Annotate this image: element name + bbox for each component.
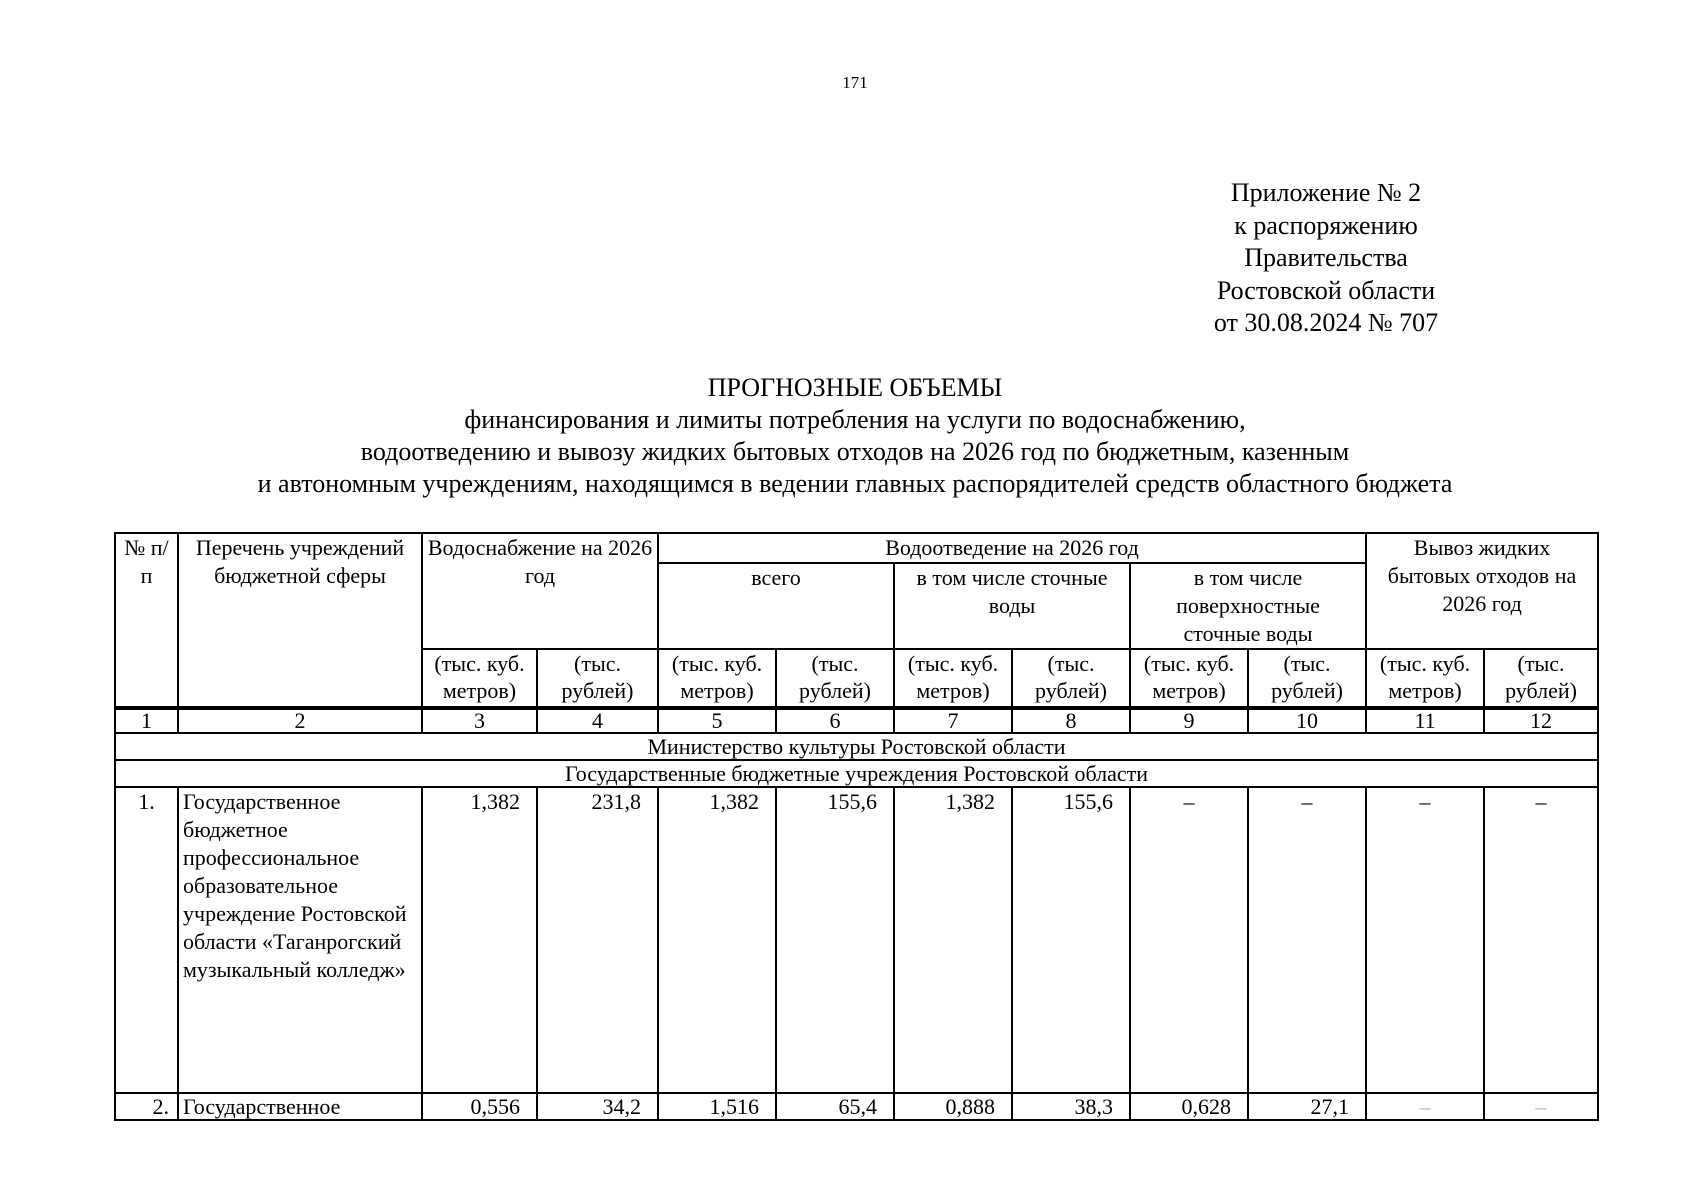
column-number: 7 <box>894 708 1012 733</box>
column-number: 9 <box>1130 708 1248 733</box>
row-value: 155,6 <box>1012 787 1130 1093</box>
row-name: Государственное бюджетное профессиональное образовательное учреждение Ростовской области «Таганрогский музыкальный колледж» <box>178 787 422 1093</box>
column-number: 6 <box>776 708 894 733</box>
title-line: водоотведению и вывозу жидких бытовых отходов на 2026 год по бюджетным, казенным <box>360 437 1350 466</box>
appendix-line: к распоряжению <box>1234 210 1418 240</box>
unit-volume: (тыс. куб. метров) <box>1366 649 1484 708</box>
institution-group-row: Государственные бюджетные учреждения Ростовской области <box>115 760 1598 787</box>
row-value: – <box>1484 1093 1598 1120</box>
appendix-line: Ростовской области <box>1216 275 1436 305</box>
row-value: 1,382 <box>422 787 537 1093</box>
header-drainage-surface: в том числе поверхностные сточные воды <box>1130 563 1366 649</box>
header-waste: Вывоз жидких бытовых отходов на 2026 год <box>1366 533 1598 649</box>
unit-money: (тыс. рублей) <box>1248 649 1366 708</box>
row-value: 27,1 <box>1248 1093 1366 1120</box>
unit-volume: (тыс. куб. метров) <box>894 649 1012 708</box>
row-value: 0,628 <box>1130 1093 1248 1120</box>
row-value: 34,2 <box>537 1093 658 1120</box>
row-value: 155,6 <box>776 787 894 1093</box>
table-row <box>115 1093 1598 1120</box>
header-drainage-sewage: в том числе сточные воды <box>894 563 1130 649</box>
header-num: № п/п <box>115 533 178 708</box>
header-drainage: Водоотведение на 2026 год <box>658 533 1366 563</box>
row-value: 231,8 <box>537 787 658 1093</box>
unit-volume: (тыс. куб. метров) <box>1130 649 1248 708</box>
column-number: 10 <box>1248 708 1366 733</box>
column-number: 3 <box>422 708 537 733</box>
row-name: Государственное <box>178 1093 422 1120</box>
appendix-line: Приложение № 2 <box>1230 178 1422 207</box>
unit-volume: (тыс. куб. метров) <box>658 649 776 708</box>
row-value: 1,516 <box>658 1093 776 1120</box>
row-value: – <box>1248 787 1366 1093</box>
forecast-table <box>114 532 1599 1121</box>
page-number: 171 <box>842 73 868 92</box>
row-value: – <box>1366 1093 1484 1120</box>
row-value: – <box>1130 787 1248 1093</box>
row-num: 1. <box>115 787 178 1093</box>
appendix-line: Правительства <box>1244 243 1408 272</box>
appendix-block <box>1126 177 1526 340</box>
title-heading: ПРОГНОЗНЫЕ ОБЪЕМЫ <box>707 373 1003 402</box>
row-value: 0,556 <box>422 1093 537 1120</box>
row-value: – <box>1366 787 1484 1093</box>
row-value: 1,382 <box>894 787 1012 1093</box>
document-title <box>0 372 1698 500</box>
header-drainage-total: всего <box>658 563 894 649</box>
unit-money: (тыс. рублей) <box>537 649 658 708</box>
row-value: 65,4 <box>776 1093 894 1120</box>
row-value: 38,3 <box>1012 1093 1130 1120</box>
header-name: Перечень учреждений бюджетной сферы <box>178 533 422 708</box>
title-line: финансирования и лимиты потребления на услуги по водоснабжению, <box>464 405 1246 434</box>
column-number: 5 <box>658 708 776 733</box>
table-row <box>115 787 1598 1093</box>
column-number: 12 <box>1484 708 1598 733</box>
row-value: – <box>1484 787 1598 1093</box>
appendix-line: от 30.08.2024 № 707 <box>1213 308 1439 337</box>
column-number: 8 <box>1012 708 1130 733</box>
column-number: 4 <box>537 708 658 733</box>
ministry-row: Министерство культуры Ростовской области <box>115 733 1598 760</box>
unit-volume: (тыс. куб. метров) <box>422 649 537 708</box>
header-water-supply: Водоснабжение на 2026 год <box>422 533 658 649</box>
title-line: и автономным учреждениям, находящимся в ведении главных распорядителей средств областного бюджета <box>257 469 1453 498</box>
unit-money: (тыс. рублей) <box>1012 649 1130 708</box>
row-num: 2. <box>115 1093 178 1120</box>
unit-money: (тыс. рублей) <box>1484 649 1598 708</box>
column-number: 1 <box>115 708 178 733</box>
column-number: 11 <box>1366 708 1484 733</box>
column-number: 2 <box>178 708 422 733</box>
row-value: 1,382 <box>658 787 776 1093</box>
unit-money: (тыс. рублей) <box>776 649 894 708</box>
row-value: 0,888 <box>894 1093 1012 1120</box>
